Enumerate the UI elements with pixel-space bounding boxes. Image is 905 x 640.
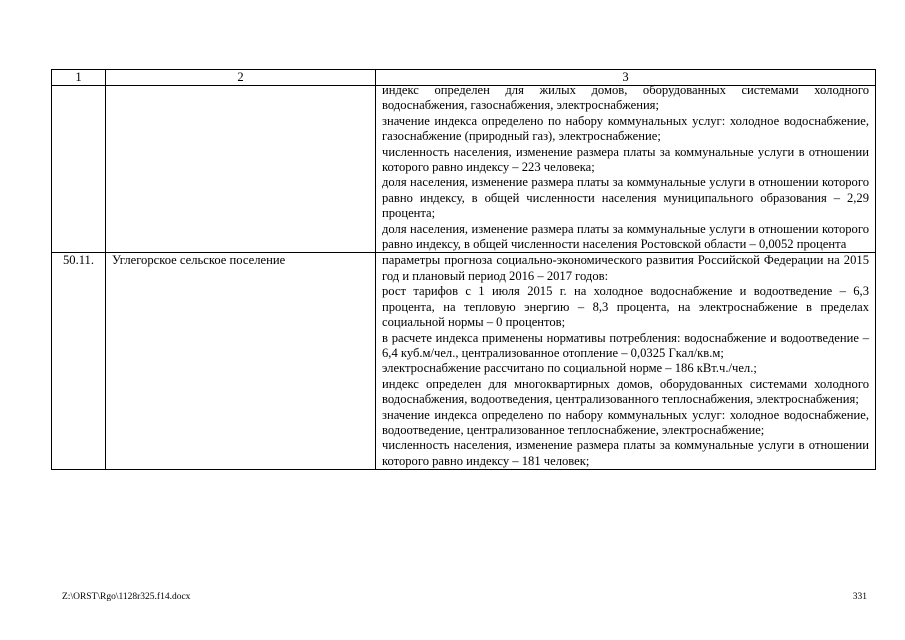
column-header-2: 2 — [106, 70, 376, 86]
parameter-paragraph: параметры прогноза социально-экономического развития Российской Федерации на 2015 год и плановый период 2016 – 2017 годов: — [382, 253, 869, 283]
row-number: 50.11. — [52, 253, 106, 470]
tariff-index-table — [51, 69, 876, 470]
municipality-name — [106, 86, 376, 253]
parameter-paragraph: в расчете индекса применены нормативы потребления: водоснабжение и водоотведение – 6,4 куб.м/чел., централизованное отопление – 0,0325 Гкал/кв.м; — [382, 330, 869, 360]
parameter-paragraph: численность населения, изменение размера платы за коммунальные услуги в отношении которого равно индексу – 223 человека; — [382, 144, 869, 175]
column-header-3: 3 — [376, 70, 876, 86]
table-row — [52, 253, 876, 470]
column-header-1: 1 — [52, 70, 106, 86]
parameter-paragraph: значение индекса определено по набору коммунальных услуг: холодное водоснабжение, водоотведение, централизованное теплоснабжение, электроснабжение; — [382, 407, 869, 437]
parameter-paragraph: электроснабжение рассчитано по социальной норме – 186 кВт.ч./чел.; — [382, 361, 757, 376]
municipality-name: Углегорское сельское поселение — [106, 253, 376, 470]
parameter-paragraph: доля населения, изменение размера платы за коммунальные услуги в отношении которого равно индексу, в общей численности населения муниципального образования – 2,29 процента; — [382, 175, 869, 221]
parameter-paragraph: численность населения, изменение размера платы за коммунальные услуги в отношении которого равно индексу – 181 человек; — [382, 438, 869, 468]
page-number: 331 — [852, 592, 867, 602]
parameter-paragraph: доля населения, изменение размера платы за коммунальные услуги в отношении которого равно индексу, в общей численности населения Ростовской области – 0,0052 процента — [382, 221, 869, 252]
table-row — [52, 86, 876, 253]
parameter-paragraph: индекс определен для жилых домов, оборудованных системами холодного водоснабжения, газоснабжения, электроснабжения; — [382, 83, 869, 113]
parameter-paragraph: значение индекса определено по набору коммунальных услуг: холодное водоснабжение, газоснабжение (природный газ), электроснабжение; — [382, 113, 869, 144]
parameter-paragraph: индекс определен для многоквартирных домов, оборудованных системами холодного водоснабжения, водоотведения, централизованного теплоснабжения, электроснабжения; — [382, 376, 869, 407]
footer-file-path: Z:\ORST\Rgo\1128r325.f14.docx — [62, 592, 191, 602]
parameter-paragraph: рост тарифов с 1 июля 2015 г. на холодное водоснабжение и водоотведение – 6,3 процента, на тепловую энергию – 8,3 процента, на электроснабжение в пределах социальной нормы – 0 процентов; — [382, 284, 869, 330]
row-number — [52, 86, 106, 253]
parameters-cell — [376, 83, 876, 253]
parameters-cell — [376, 253, 876, 470]
